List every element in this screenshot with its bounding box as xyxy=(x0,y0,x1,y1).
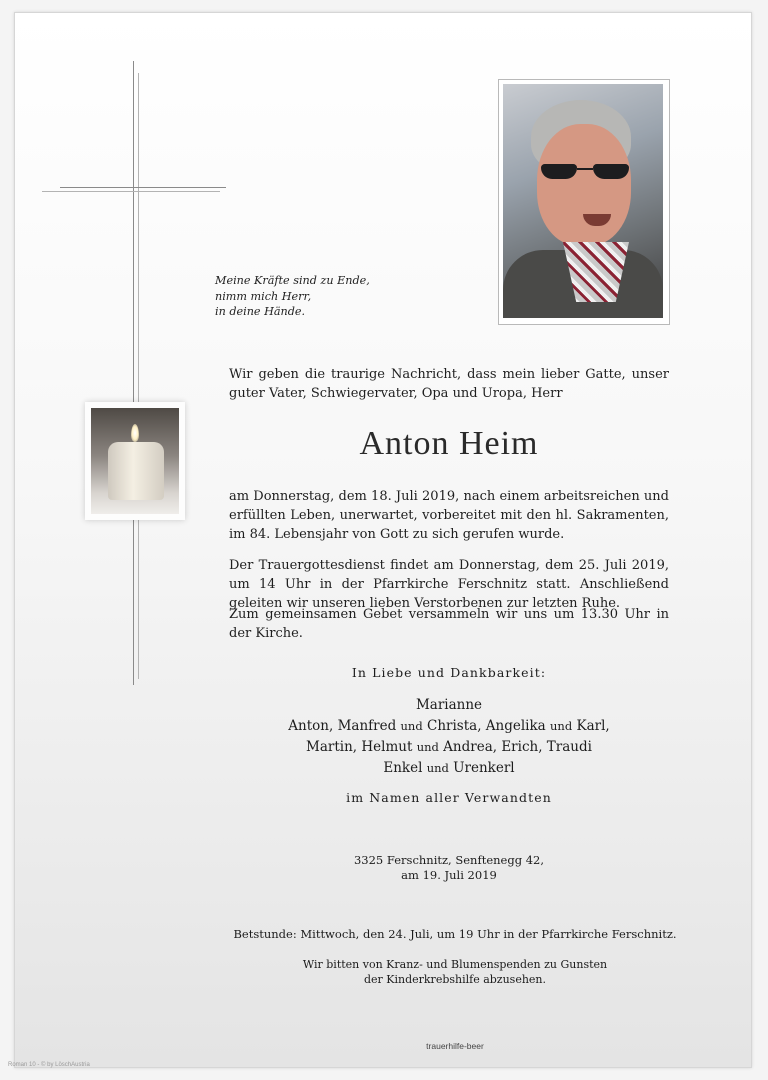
obituary-page xyxy=(14,12,752,1068)
verse-line: Meine Kräfte sind zu Ende, xyxy=(215,274,370,287)
candle-photo xyxy=(91,408,179,514)
portrait-sunglasses xyxy=(541,164,633,180)
cross-line xyxy=(138,73,139,679)
family-row: Martin, Helmut und Andrea, Erich, Traudi xyxy=(306,739,592,755)
verse xyxy=(215,273,435,320)
footer-copyright: Roman 10 - © by LöschAustria xyxy=(8,1062,90,1068)
cross-line xyxy=(42,191,220,192)
verse-line: nimm mich Herr, xyxy=(215,289,312,303)
family-row: Enkel und Urenkerl xyxy=(383,760,515,776)
family-list xyxy=(229,695,669,779)
cross-horizontal-beam xyxy=(42,183,226,193)
request-line: der Kinderkrebshilfe abzusehen. xyxy=(363,973,547,986)
prayer-paragraph: Zum gemeinsamen Gebet versammeln wir uns um 13.30 Uhr in der Kirche. xyxy=(229,607,669,641)
candle-body xyxy=(108,442,164,500)
cross-line xyxy=(133,61,134,685)
relatives-line: im Namen aller Verwandten xyxy=(346,790,552,805)
verse-line: in deine Hände. xyxy=(215,305,306,318)
date-line: am 19. Juli 2019 xyxy=(401,868,497,882)
portrait-frame xyxy=(498,79,670,325)
donation-request xyxy=(215,957,695,987)
death-paragraph: am Donnerstag, dem 18. Juli 2019, nach einem arbeitsreichen und erfüllten Leben, unerwartet, vorbereitet mit den hl. Sakramenten, im 84. Lebensjahr von Gott zu sich gerufen wurde. xyxy=(229,489,669,542)
closing-line: In Liebe und Dankbarkeit: xyxy=(351,665,547,680)
betstunde-line: Betstunde: Mittwoch, den 24. Juli, um 19 Uhr in der Pfarrkirche Ferschnitz. xyxy=(233,927,677,941)
address-line: 3325 Ferschnitz, Senftenegg 42, xyxy=(353,853,545,867)
cross-vertical-beam xyxy=(133,61,141,685)
candle-image xyxy=(85,402,185,520)
footer-brand: trauerhilfe-beer xyxy=(426,1041,484,1051)
address-block xyxy=(229,853,669,883)
candle-flame xyxy=(131,424,139,442)
portrait-photo xyxy=(503,84,663,318)
family-row: Anton, Manfred und Christa, Angelika und Karl, xyxy=(288,718,610,734)
family-spouse: Marianne xyxy=(415,697,483,713)
funeral-paragraph: Der Trauergottesdienst findet am Donnerstag, dem 25. Juli 2019, um 14 Uhr in der Pfarrkirche Ferschnitz statt. Anschließend geleiten wir unseren lieben Verstorbenen zur letzten Ruhe. xyxy=(229,558,669,611)
deceased-name: Anton Heim xyxy=(359,425,539,462)
intro-text: Wir geben die traurige Nachricht, dass mein lieber Gatte, unser guter Vater, Schwiegervater, Opa und Uropa, Herr xyxy=(229,367,669,401)
request-line: Wir bitten von Kranz- und Blumenspenden zu Gunsten xyxy=(302,958,608,971)
portrait-face xyxy=(537,124,631,246)
cross-line xyxy=(60,187,226,188)
